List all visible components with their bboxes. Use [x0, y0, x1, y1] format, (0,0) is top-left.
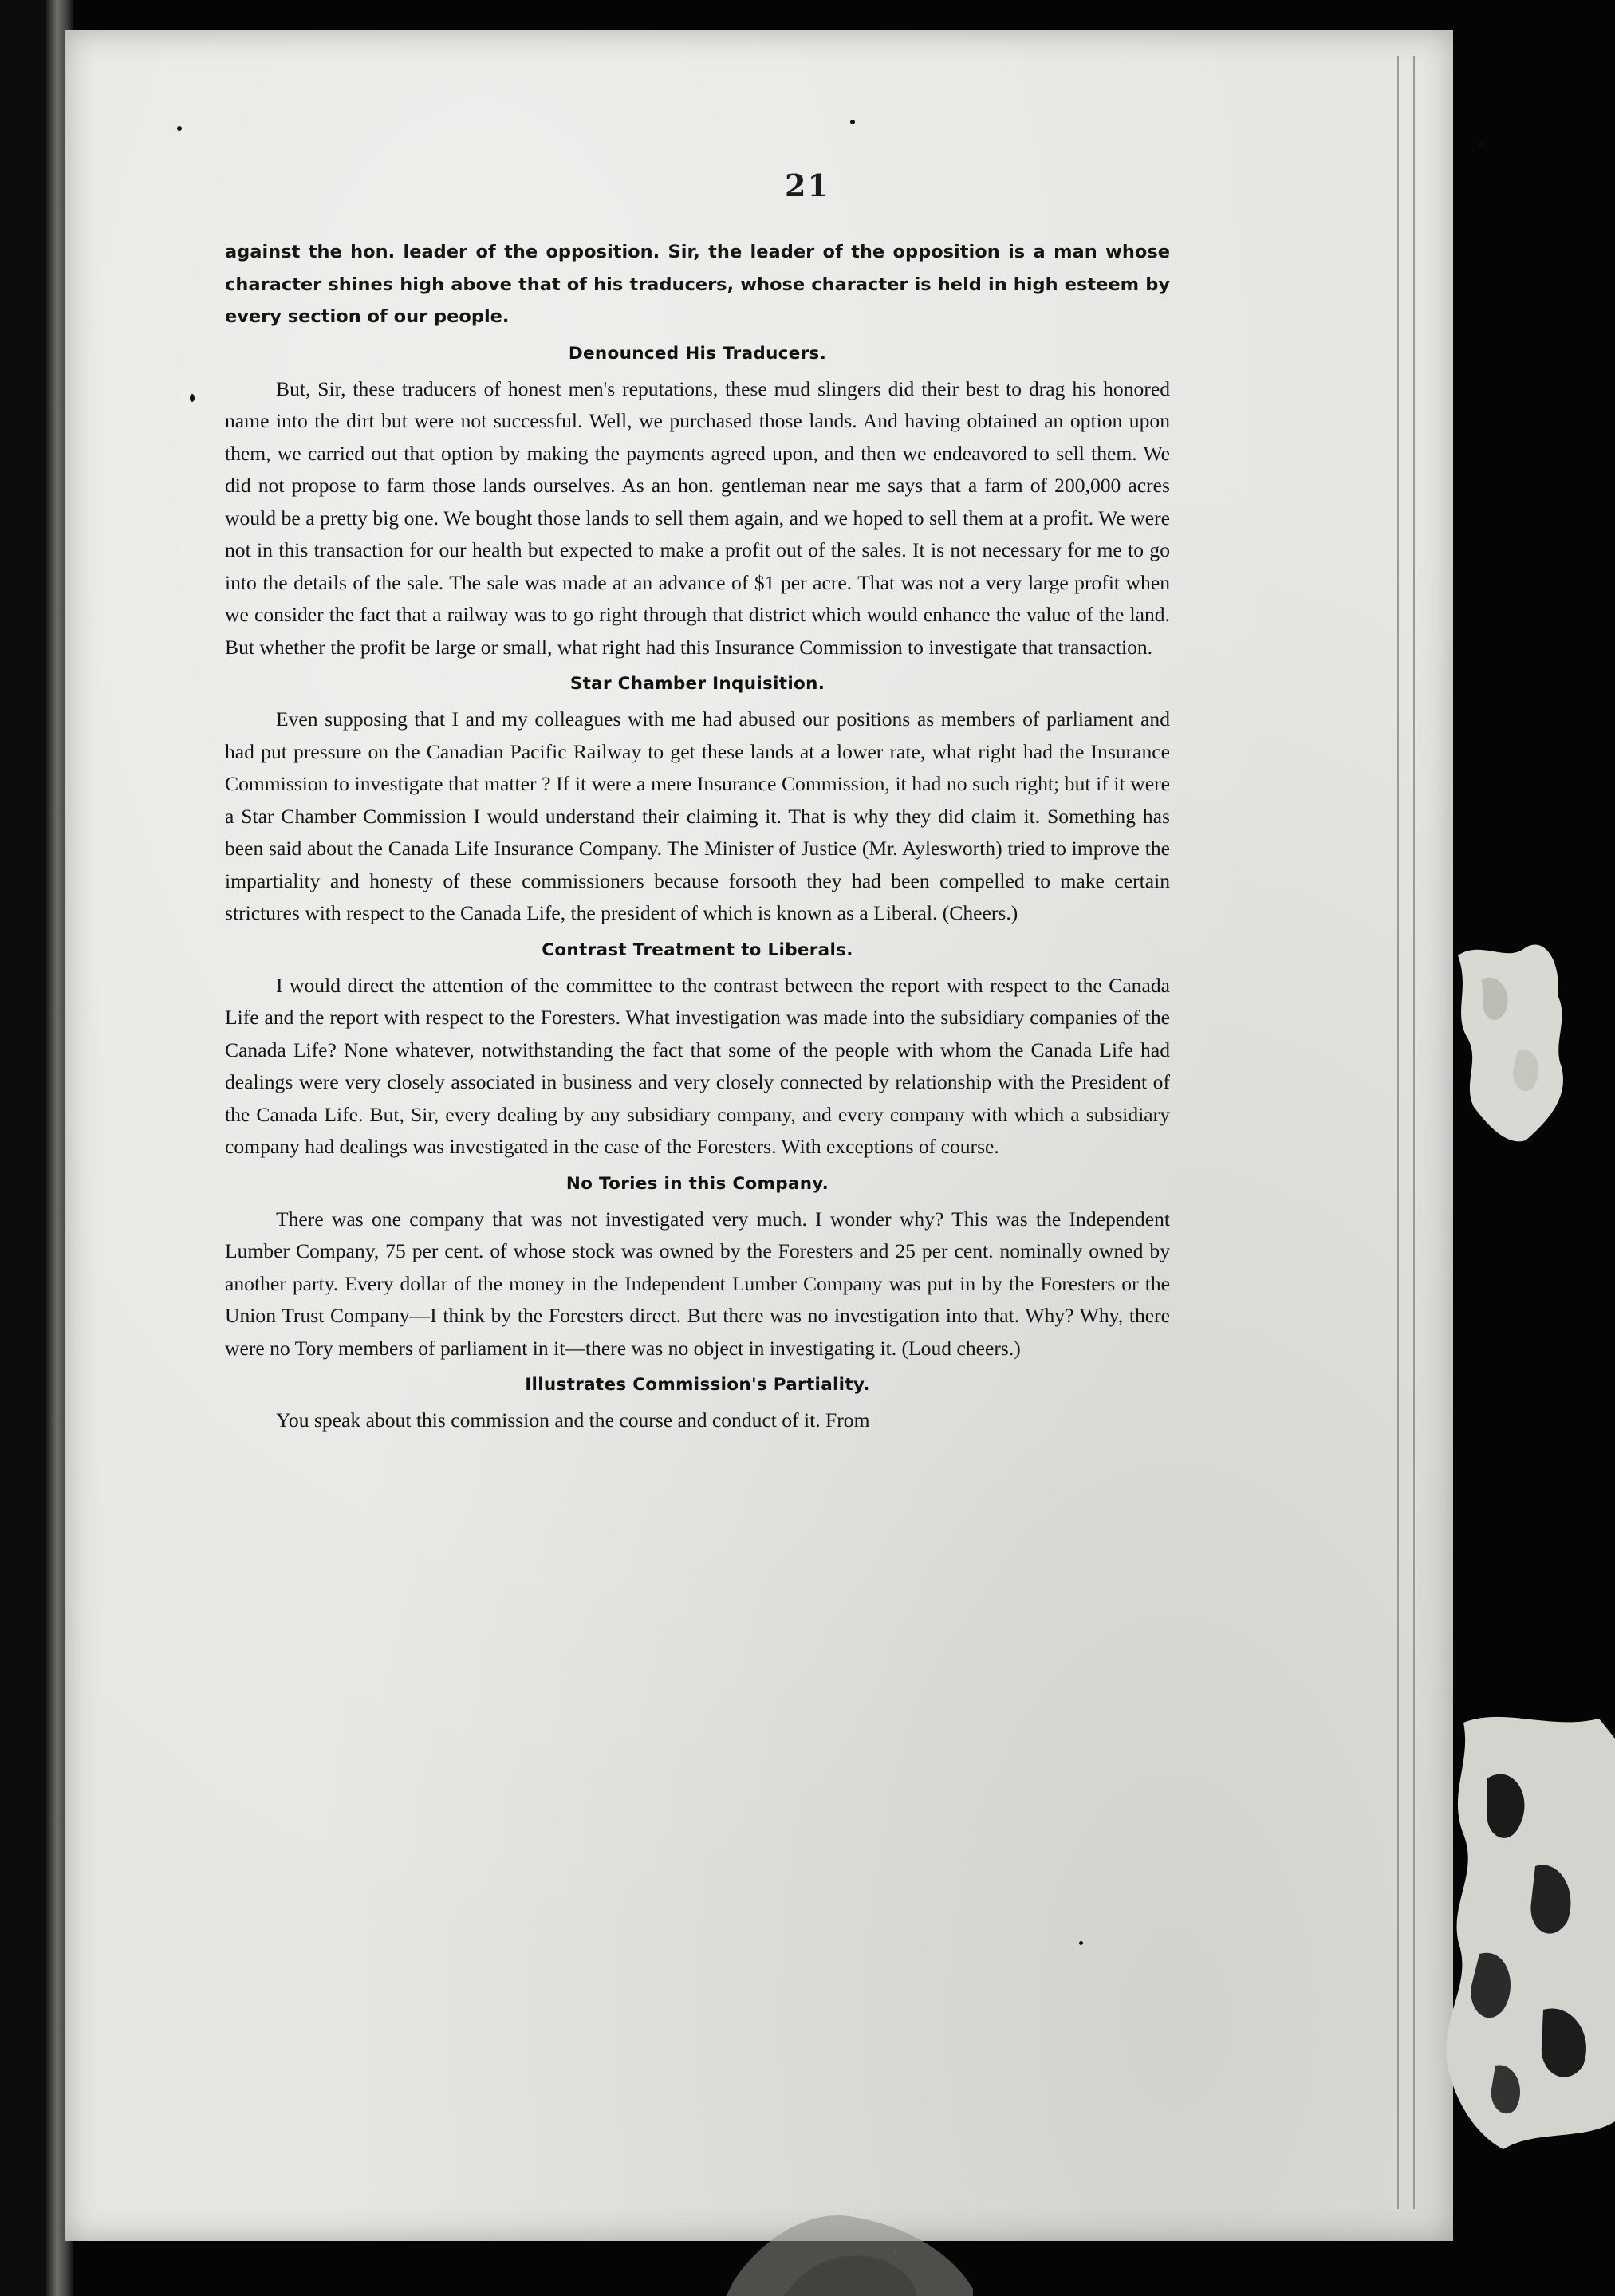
scan-speck: [850, 120, 855, 124]
binding-shadow: [0, 0, 48, 2296]
scan-speck: [1079, 1941, 1083, 1945]
body-paragraph: You speak about this commission and the course and conduct of it. From: [276, 1408, 870, 1432]
section-heading: Illustrates Commission's Partiality.: [525, 1375, 870, 1395]
article-body: [225, 236, 1170, 1437]
ink-smudge: [718, 2185, 981, 2296]
body-paragraph: There was one company that was not investigated very much. I wonder why? This was the Independent Lumber Company, 75 per cent. of whose stock was owned by the Foresters and 25 per cent. nominally owned by another party. Every dollar of the money in the Independent Lumber Company was put in by the Foresters or the Union Trust Company—I think by the Foresters direct. But there was no investigation into that. Why? Why, there were no Tory members of parliament in it—there was no object in investigating it. (Loud cheers.): [225, 1207, 1170, 1360]
border-rule: [1397, 56, 1399, 2209]
scan-speck: [190, 394, 195, 402]
body-paragraph: But, Sir, these traducers of honest men's reputations, these mud slingers did their best to drag his honored name into the dirt but were not successful. Well, we purchased those lands. And having obtained an option upon them, we carried out that option by making the payments agreed upon, and then we endeavored to sell them. We did not propose to farm those lands ourselves. As an hon. gentleman near me says that a farm of 200,000 acres would be a pretty big one. We bought those lands to sell them again, and we hoped to sell them at a profit. We were not in this transaction for our health but expected to make a profit out of the sales. It is not necessary for me to go into the details of the sale. The sale was made at an advance of $1 per acre. That was not a very large profit when we consider the fact that a railway was to go right through that district which would enhance the value of the land. But whether the profit be large or small, what right had this Insurance Commission to investigate that transaction.: [225, 376, 1170, 659]
scan-speck: [1478, 142, 1482, 146]
body-paragraph: Even supposing that I and my colleagues with me had abused our positions as members of parliament and had put pressure on the Canadian Pacific Railway to get these lands at a lower rate, what right had the Insurance Commission to investigate that matter ? If it were a mere Insurance Commission, it had no such right; but if it were a Star Chamber Commission I would understand their claiming it. That is why they did claim it. Something has been said about the Canada Life Insurance Company. The Minister of Justice (Mr. Aylesworth) tried to improve the impartiality and honesty of these commissioners because forsooth they had been compelled to make certain strictures with respect to the Canada Life, the president of which is known as a Liberal. (Cheers.): [225, 707, 1170, 924]
torn-paper-fragment: [1440, 1707, 1615, 2153]
scan-speck: [177, 126, 182, 131]
section-heading: Contrast Treatment to Liberals.: [542, 939, 853, 960]
body-paragraph: I would direct the attention of the committee to the contrast between the report with respect to the Canada Life and the report with respect to the Foresters. What investigation was made into the subsidiary companies of the Canada Life? None whatever, notwithstanding the fact that some of the people with whom the Canada Life had dealings were very closely associated in business and very closely connected by relationship with the President of the Canada Life. But, Sir, every dealing by any subsidiary company, and every company with which a subsidiary company had dealings was investigated in the case of the Foresters. With exceptions of course.: [225, 973, 1170, 1158]
torn-paper-fragment: [1450, 931, 1570, 1147]
section-heading: No Tories in this Company.: [565, 1173, 829, 1194]
page-number: 21: [785, 167, 830, 203]
section-heading: Denounced His Traducers.: [568, 343, 827, 364]
border-rule: [1413, 56, 1415, 2209]
section-heading: Star Chamber Inquisition.: [569, 674, 825, 694]
opening-paragraph: against the hon. leader of the opposition. Sir, the leader of the opposition is a man whose character shines high above that of his traducers, whose character is held in high esteem by every section of our people.: [225, 242, 1170, 327]
